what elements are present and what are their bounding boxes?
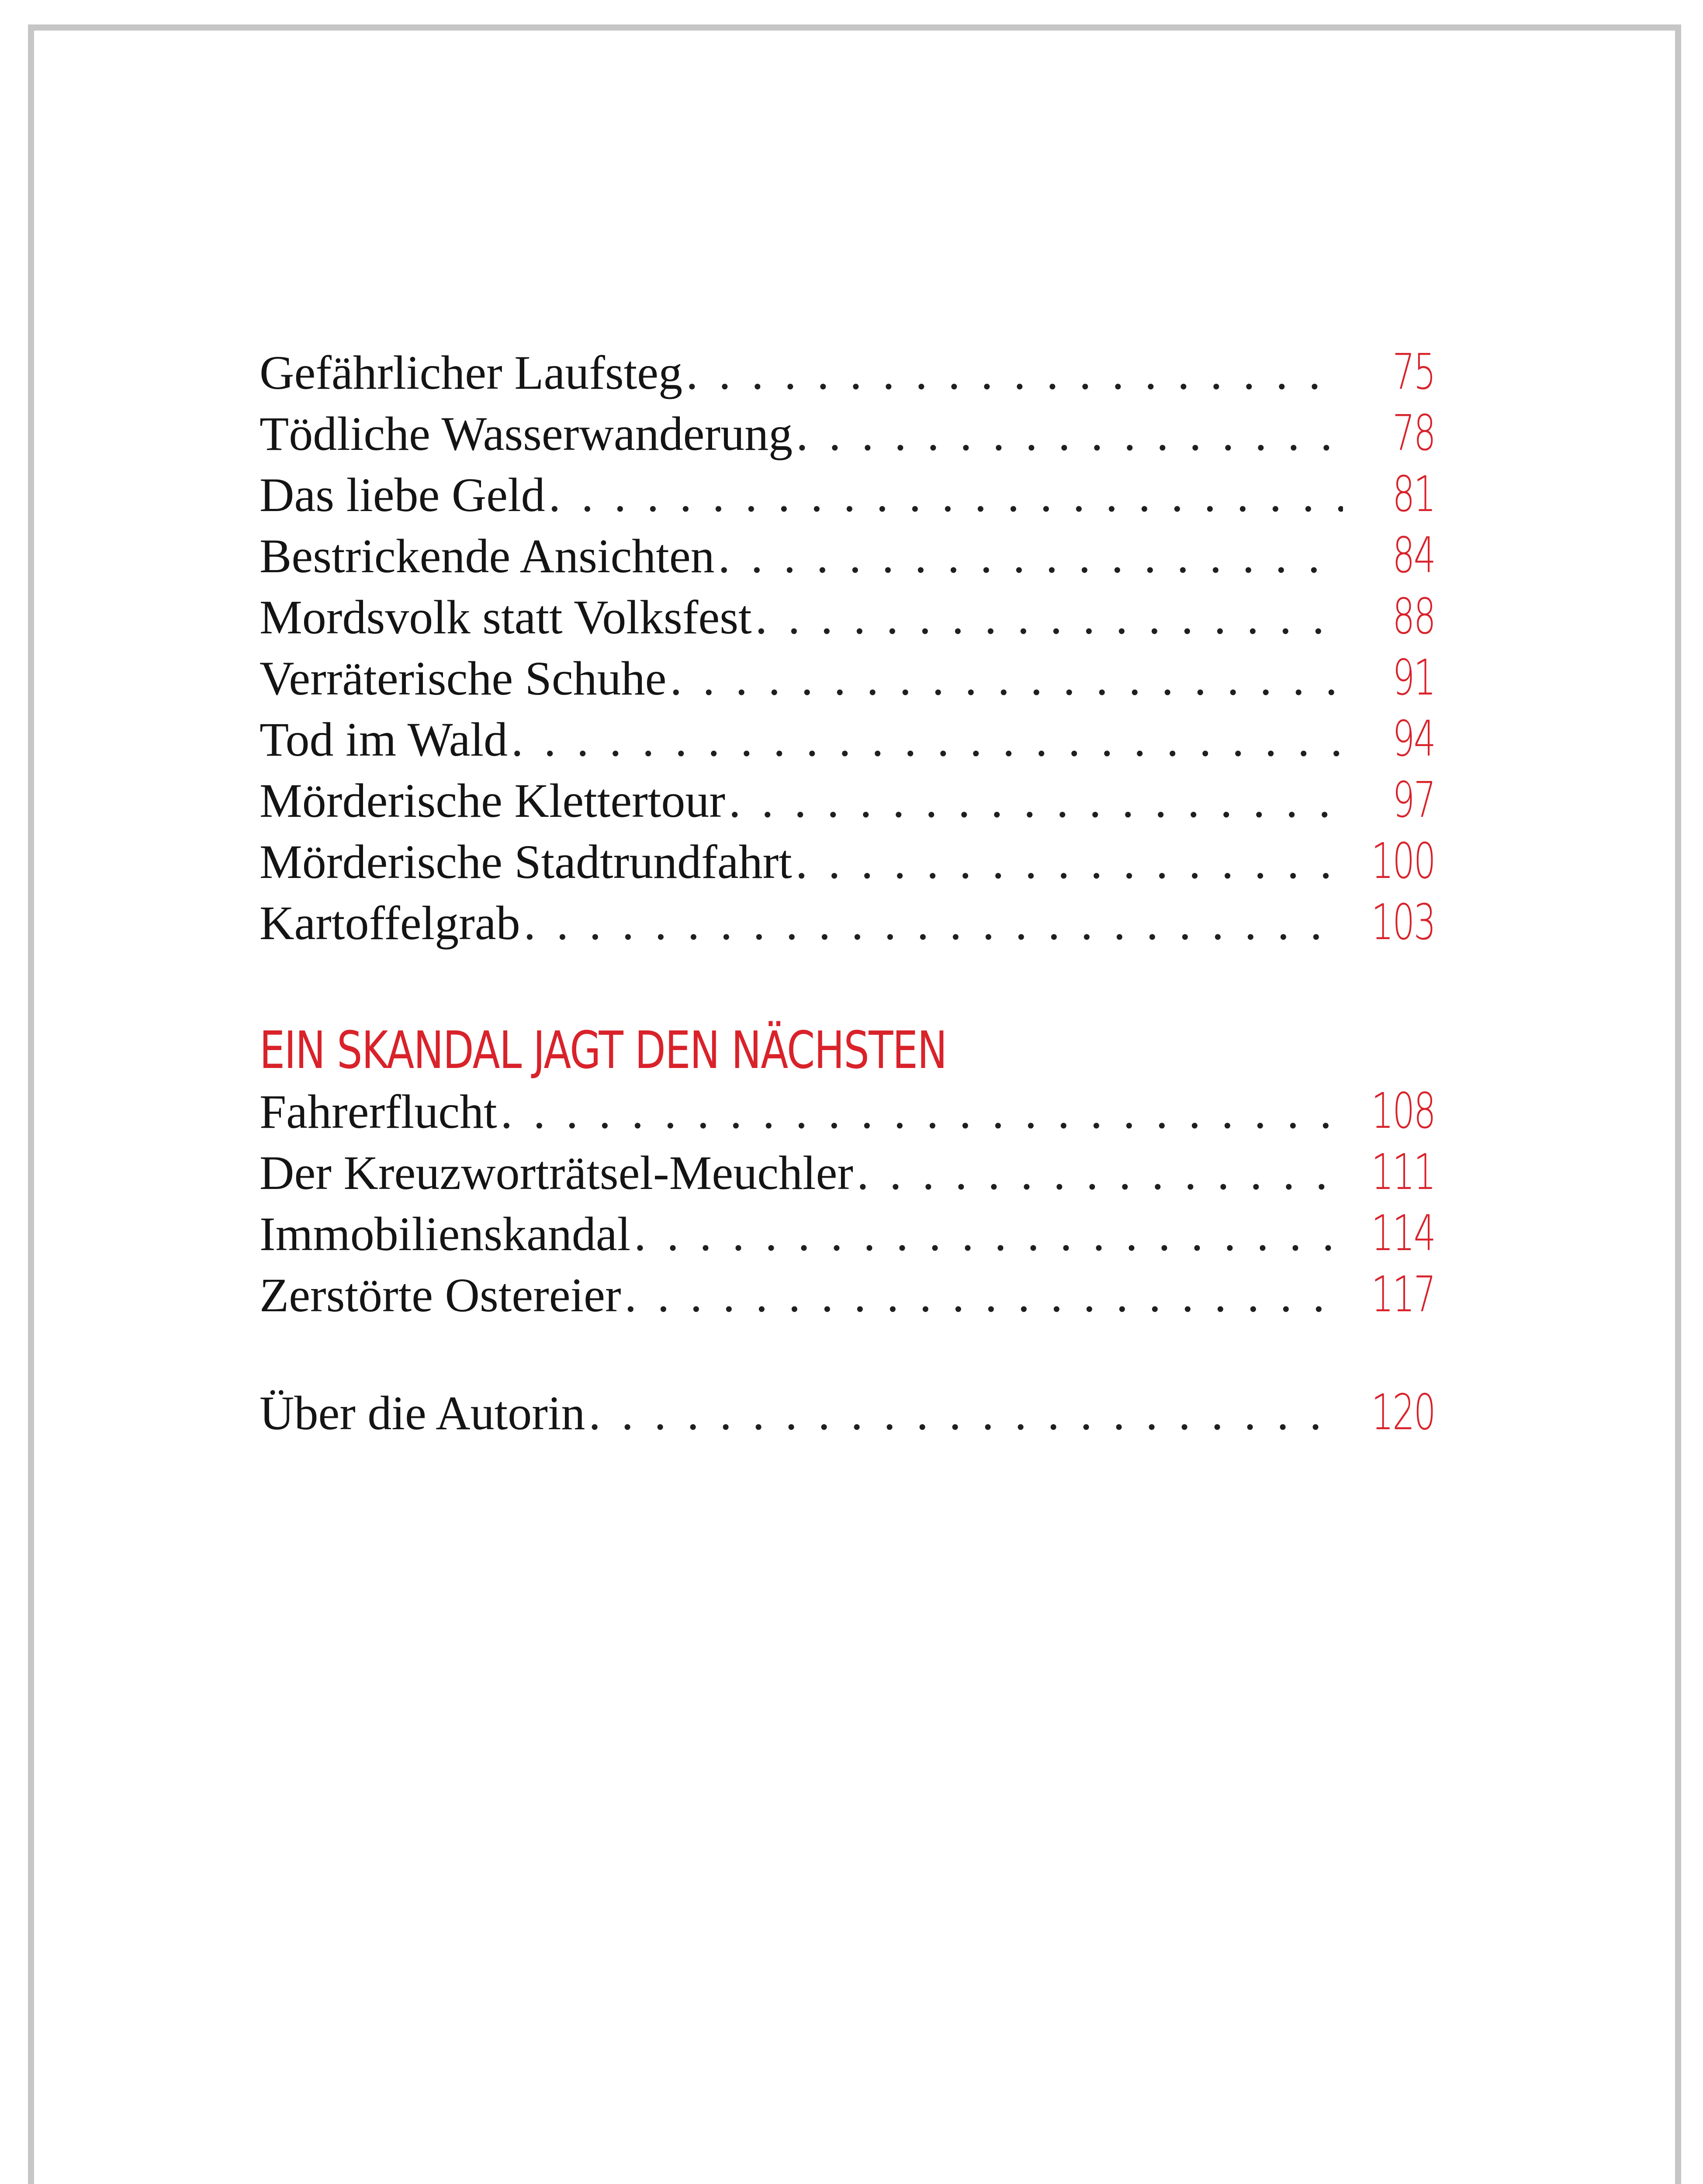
toc-entry[interactable]: [260, 464, 1435, 525]
toc-entry-page: 108: [1371, 1083, 1435, 1140]
dot-leader: [686, 342, 1343, 403]
dot-leader: [501, 1081, 1343, 1142]
toc-entry-page: 103: [1371, 894, 1435, 951]
toc-entry-title: Über die Autorin: [260, 1386, 585, 1440]
dot-leader: [755, 587, 1343, 648]
toc-entry-page: 78: [1392, 405, 1435, 462]
toc-entry[interactable]: [260, 525, 1435, 586]
toc-entry-title: Immobilienskandal: [260, 1207, 631, 1261]
toc-entry-title: Verräterische Schuhe: [260, 652, 667, 705]
toc-entry-title: Mörderische Klettertour: [260, 774, 726, 827]
toc-entry-page: 88: [1392, 588, 1435, 645]
toc-entry-page: 100: [1371, 833, 1435, 890]
section-spacer: [260, 953, 1435, 1019]
toc-entry[interactable]: [260, 708, 1435, 770]
toc-entry[interactable]: [260, 892, 1435, 953]
toc-entry-page: 120: [1371, 1384, 1435, 1441]
toc-entry[interactable]: [260, 586, 1435, 647]
toc-entry[interactable]: [260, 403, 1435, 464]
dot-leader: [588, 1382, 1343, 1444]
toc-entry-page: 91: [1392, 650, 1435, 706]
toc-entry-title: Tödliche Wasserwanderung: [260, 407, 793, 460]
toc-entry-title: Mörderische Stadtrundfahrt: [260, 835, 792, 888]
dot-leader: [670, 648, 1343, 709]
toc-entry-title: Der Kreuzworträtsel-Meuchler: [260, 1146, 854, 1199]
toc-entry-title: Bestrickende Ansichten: [260, 529, 715, 583]
toc-entry-page: 114: [1371, 1205, 1435, 1262]
toc-entry-page: 97: [1392, 772, 1435, 829]
dot-leader: [796, 403, 1343, 464]
toc-entry[interactable]: [260, 1142, 1435, 1203]
table-of-contents: [260, 342, 1435, 1443]
toc-entry[interactable]: [260, 1264, 1435, 1325]
dot-leader: [634, 1203, 1343, 1265]
toc-entry[interactable]: [260, 770, 1435, 831]
dot-leader: [625, 1265, 1343, 1326]
toc-entry-title: Gefährlicher Laufsteg: [260, 346, 683, 399]
toc-entry-about-author[interactable]: [260, 1382, 1435, 1443]
toc-entry-title: Fahrerflucht: [260, 1085, 497, 1138]
toc-entry[interactable]: [260, 647, 1435, 708]
toc-entry-page: 75: [1392, 344, 1435, 401]
dot-leader: [511, 709, 1343, 770]
toc-entry[interactable]: [260, 831, 1435, 892]
dot-leader: [549, 464, 1343, 525]
toc-entry-page: 81: [1392, 466, 1435, 523]
toc-entry-page: 94: [1392, 711, 1435, 767]
toc-entry-page: 111: [1371, 1144, 1435, 1201]
toc-entry-title: Das liebe Geld: [260, 468, 545, 522]
toc-entry-title: Mordsvolk statt Volksfest: [260, 591, 752, 644]
toc-entry-page: 117: [1371, 1266, 1435, 1323]
dot-leader: [718, 525, 1343, 587]
dot-leader: [729, 770, 1343, 831]
toc-entry-title: Tod im Wald: [260, 713, 508, 766]
dot-leader: [857, 1142, 1343, 1203]
toc-entry-title: Zerstörte Ostereier: [260, 1268, 621, 1322]
dot-leader: [796, 831, 1343, 892]
section-heading: EIN SKANDAL JAGT DEN NÄCHSTEN: [260, 1020, 947, 1080]
section-spacer: [260, 1325, 1435, 1382]
toc-entry[interactable]: [260, 1081, 1435, 1142]
toc-entry[interactable]: [260, 342, 1435, 403]
toc-entry[interactable]: [260, 1203, 1435, 1264]
dot-leader: [524, 892, 1343, 954]
toc-entry-page: 84: [1392, 527, 1435, 584]
toc-entry-title: Kartoffelgrab: [260, 896, 520, 950]
